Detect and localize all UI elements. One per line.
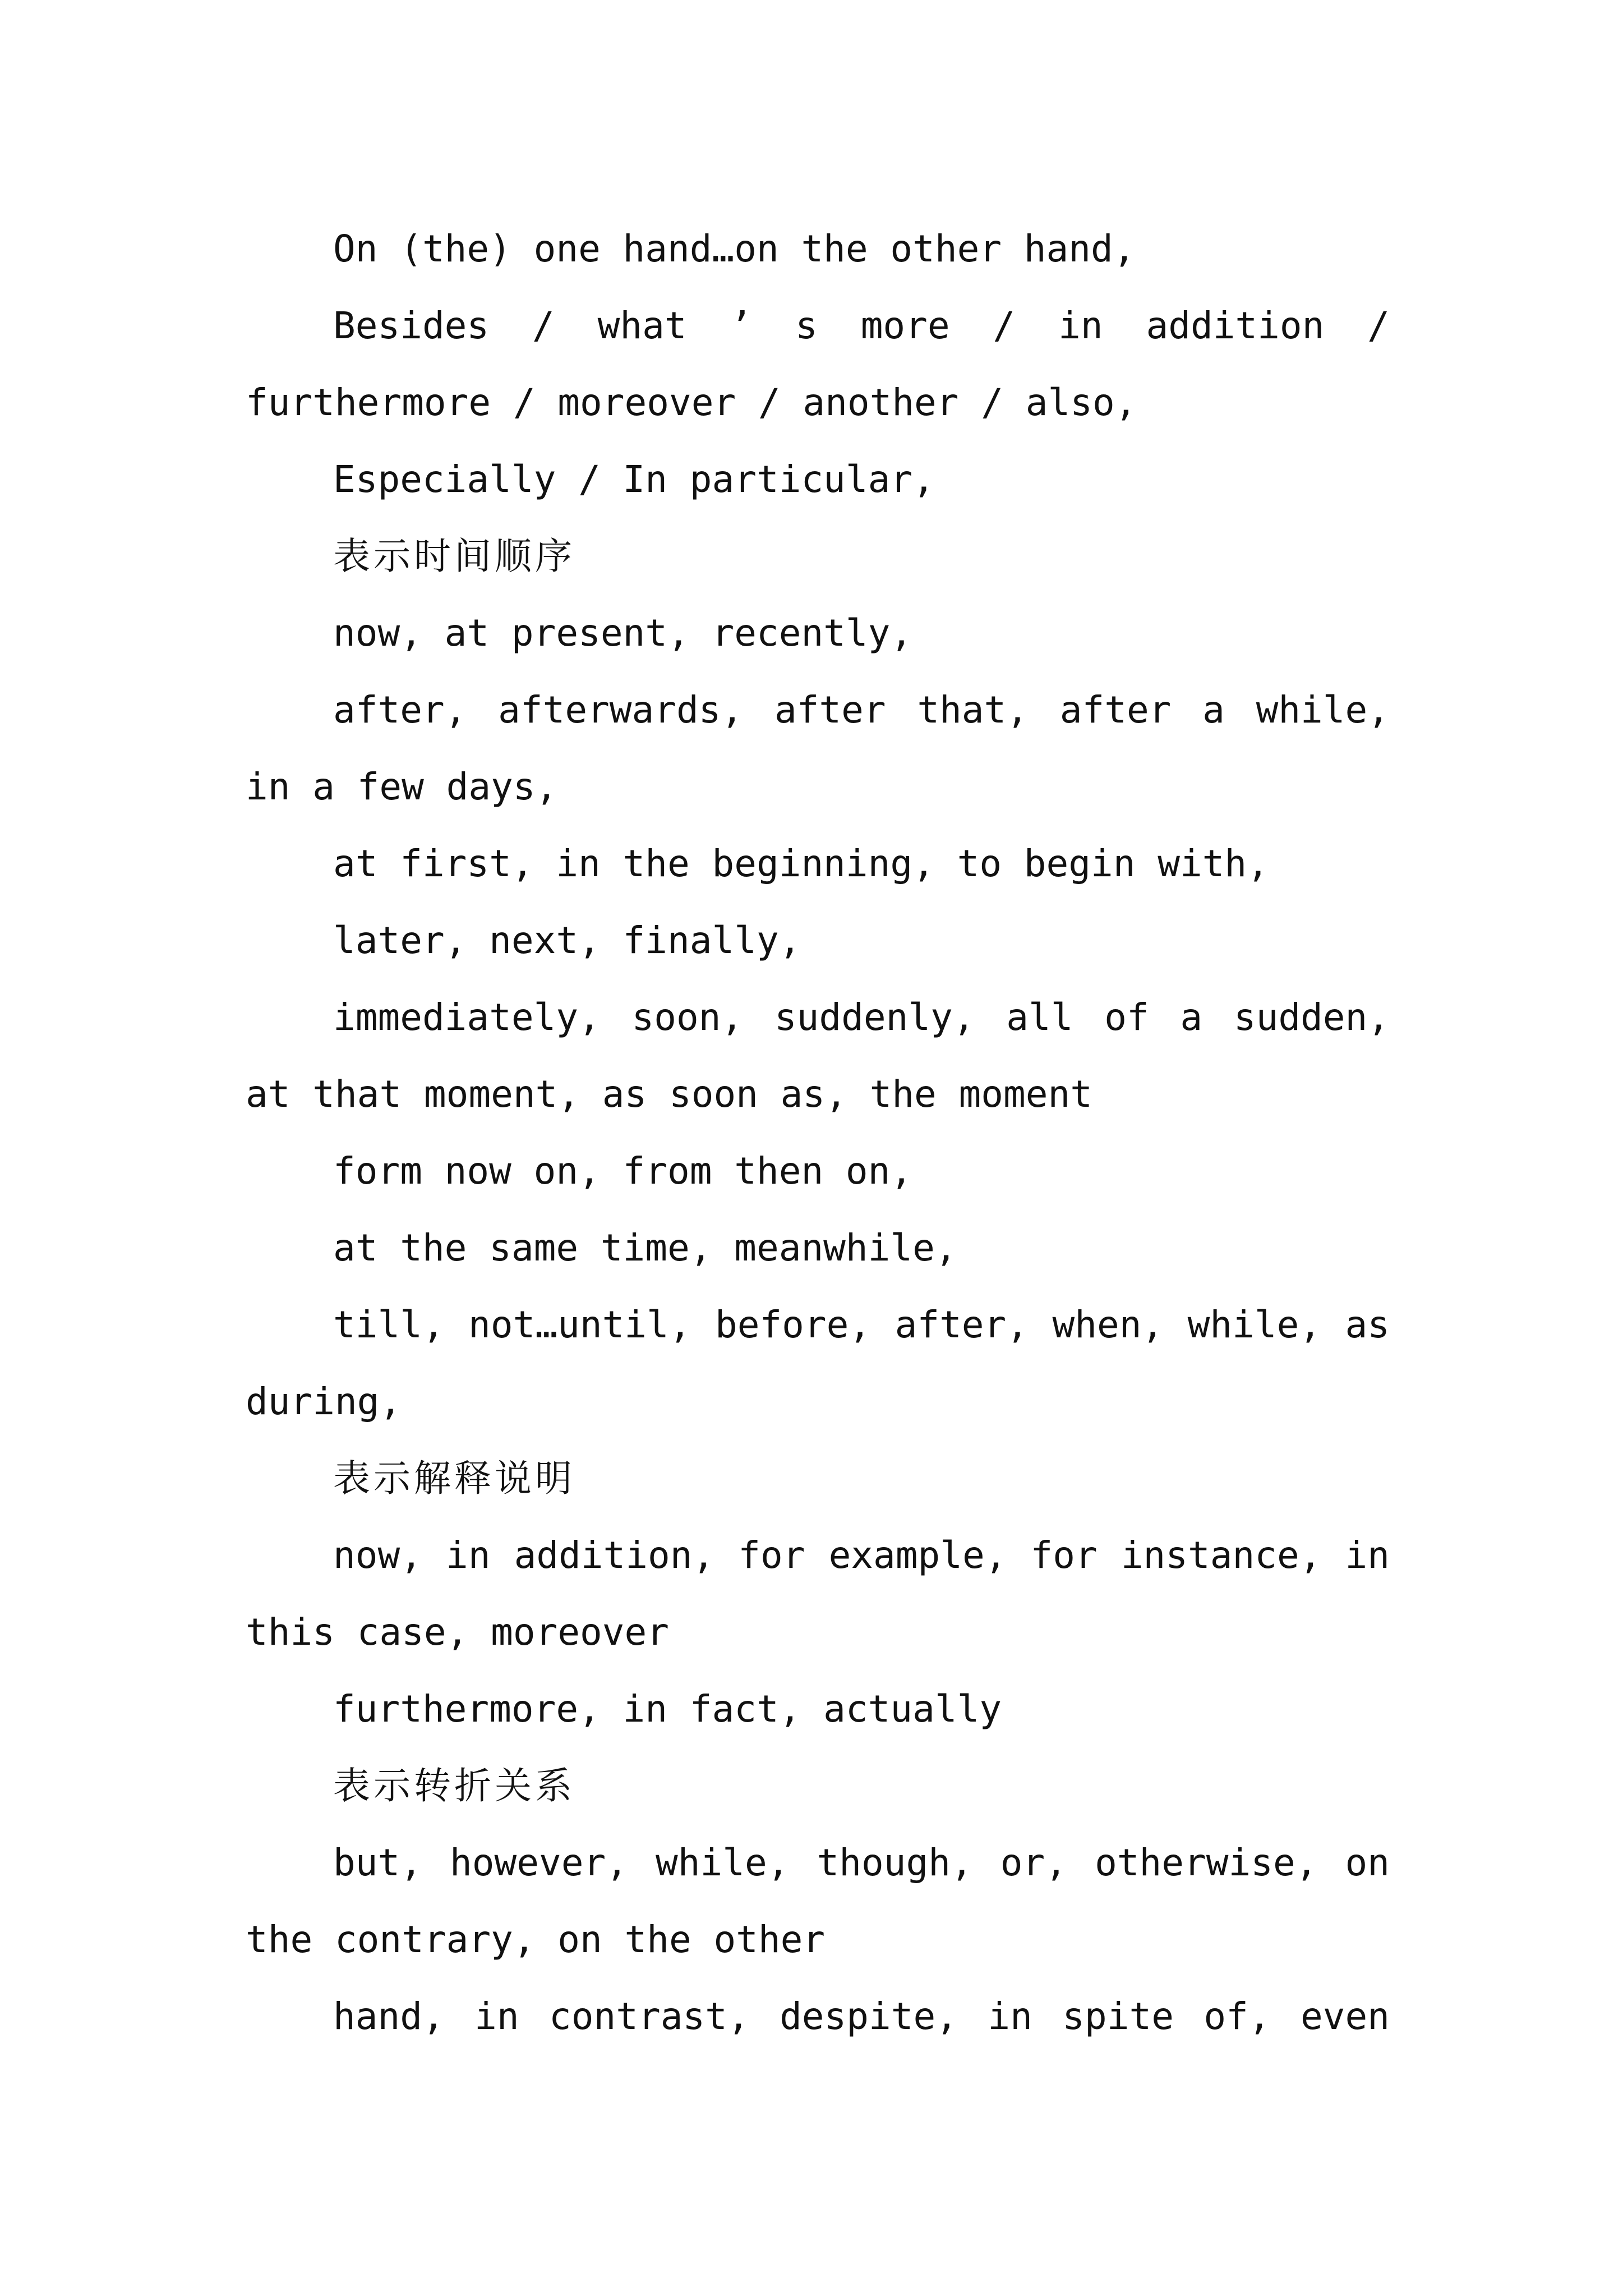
paragraph: Besides / what ’ s more / in addition / furthermore / moreover / another / also, (246, 304, 1390, 424)
paragraph: at the same time, meanwhile, (333, 1226, 957, 1269)
paragraph: later, next, finally, (333, 919, 801, 962)
paragraph: after, afterwards, after that, after a while, in a few days, (246, 688, 1390, 808)
paragraph: now, in addition, for example, for instance, in this case, moreover (246, 1534, 1390, 1654)
paragraph: till, not…until, before, after, when, while, as during, (246, 1303, 1390, 1423)
paragraph: but, however, while, though, or, otherwise, on the contrary, on the other (246, 1841, 1390, 1961)
paragraph: immediately, soon, suddenly, all of a sudden, at that moment, as soon as, the moment (246, 996, 1390, 1116)
section-heading: 表示转折关系 (333, 1764, 575, 1807)
paragraph: at first, in the beginning, to begin with, (333, 842, 1269, 885)
paragraph: form now on, from then on, (333, 1149, 913, 1193)
section-heading: 表示时间顺序 (333, 535, 575, 578)
paragraph: Especially / In particular, (333, 458, 935, 501)
document-body (246, 210, 1390, 2055)
section-heading: 表示解释说明 (333, 1457, 575, 1500)
paragraph: now, at present, recently, (333, 611, 913, 655)
paragraph: hand, in contrast, despite, in spite of, even (333, 1995, 1390, 2038)
paragraph: furthermore, in fact, actually (333, 1687, 1002, 1731)
paragraph: On (the) one hand…on the other hand, (333, 227, 1136, 270)
